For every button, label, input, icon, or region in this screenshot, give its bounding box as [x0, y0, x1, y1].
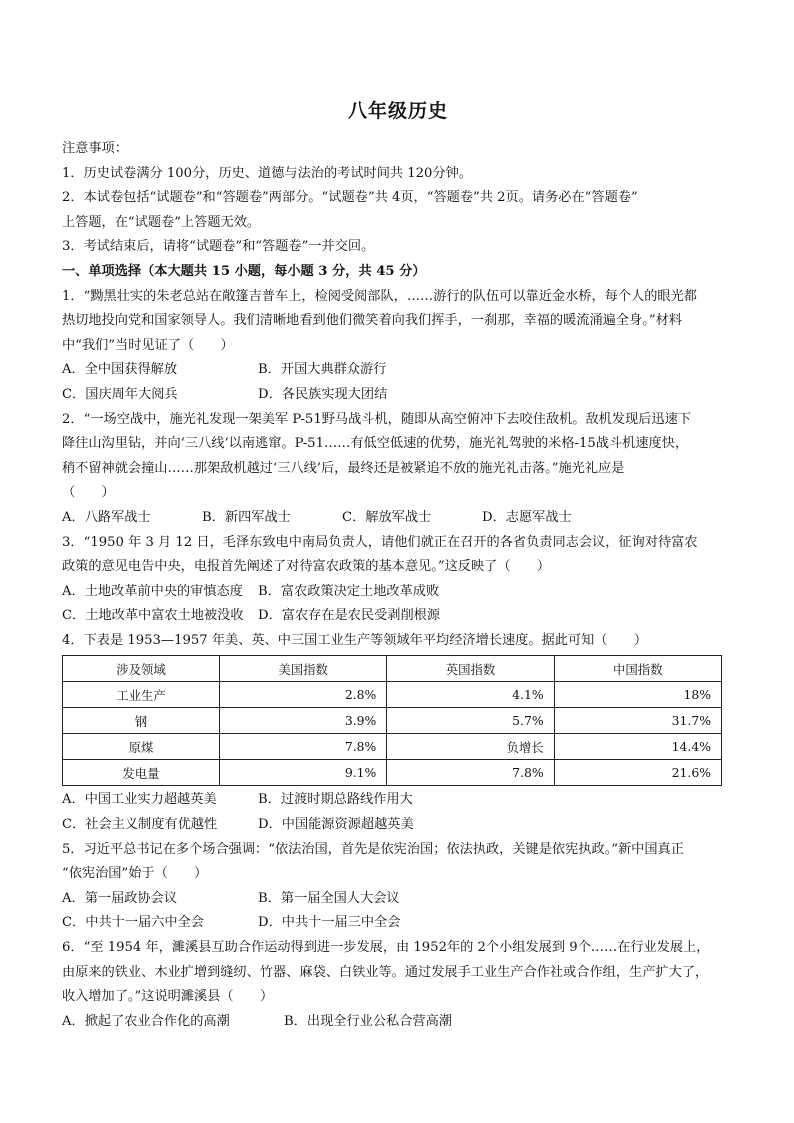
option-a[interactable]: A．土地改革前中央的审慎态度: [62, 583, 243, 599]
question-stem: 3．“1950 年 3 月 12 日，毛泽东致电中南局负责人，请他们就正在召开的各省负责同志会议，征询对待富农: [62, 534, 698, 550]
table-cell: 钢: [63, 708, 220, 734]
question-stem: 1．“黝黑壮实的朱老总站在敞篷吉普车上，检阅受阅部队，……游行的队伍可以靠近金水桥，每个人的眼光都: [62, 288, 697, 304]
option-c[interactable]: C．土地改革中富农土地被没收: [62, 608, 244, 624]
table-cell: 7.8%: [387, 760, 554, 786]
options-row: [62, 813, 734, 838]
option-b[interactable]: B．第一届全国人大会议: [258, 890, 400, 906]
options-row: [62, 911, 734, 936]
table-cell: 5.7%: [387, 708, 554, 734]
table-cell: 14.4%: [554, 734, 721, 760]
option-a[interactable]: A．第一届政协会议: [62, 890, 178, 906]
question-stem: （ ）: [62, 485, 115, 501]
option-d[interactable]: D．中共十一届三中全会: [258, 915, 401, 931]
option-a[interactable]: A．全中国获得解放: [62, 362, 178, 378]
section-heading: 一、单项选择（本大题共 15 小题，每小题 3 分，共 45 分）: [62, 263, 426, 279]
question-stem: 5．习近平总书记在多个场合强调：“依法治国，首先是依宪治国；依法执政，关键是依宪执政。”新中国真正: [62, 841, 684, 857]
question-stem: “依宪治国”始于（ ）: [62, 866, 208, 882]
option-b[interactable]: B．开国大典群众游行: [258, 362, 387, 378]
table-header-row: [63, 656, 722, 682]
notice-item: 3．考试结束后，请将“试题卷”和“答题卷”一并交回。: [62, 239, 375, 255]
table-cell: 3.9%: [219, 708, 386, 734]
table-row: [63, 682, 722, 708]
question-stem: 政策的意见电告中央，电报首先阐述了对待富农政策的基本意见。”这反映了（ ）: [62, 559, 551, 575]
question-stem: 热切地投向党和国家领导人。我们清晰地看到他们微笑着向我们挥手，一刹那，幸福的暖流涌遍全身。”材料: [62, 313, 682, 329]
option-d[interactable]: D．富农存在是农民受剥削根源: [258, 608, 441, 624]
options-row: [62, 887, 734, 912]
option-d[interactable]: D．志愿军战士: [482, 509, 572, 525]
options-row: [62, 604, 734, 629]
option-c[interactable]: C．社会主义制度有优越性: [62, 817, 218, 833]
table-row: [63, 734, 722, 760]
table-header: 涉及领域: [63, 656, 220, 682]
option-d[interactable]: D．各民族实现大团结: [258, 386, 388, 402]
option-c[interactable]: C．中共十一届六中全会: [62, 915, 204, 931]
question-stem: 稍不留神就会撞山……那架敌机越过‘三八线’后，最终还是被紧追不放的施光礼击落。”施光礼应是: [62, 460, 625, 476]
question-6: [62, 936, 734, 1034]
question-stem: 4．下表是 1953—1957 年美、英、中三国工业生产等领域年平均经济增长速度。据此可知（ ）: [62, 632, 648, 648]
question-stem: 2．“一场空战中，施光礼发现一架美军 P-51野马战斗机，随即从高空俯冲下去咬住敌机。敌机发现后迅速下: [62, 411, 691, 427]
question-stem: 中“我们”当时见证了（ ）: [62, 337, 234, 353]
options-row: [62, 580, 734, 605]
table-cell: 18%: [554, 682, 721, 708]
table-cell: 工业生产: [63, 682, 220, 708]
table-row: [63, 708, 722, 734]
table-cell: 7.8%: [219, 734, 386, 760]
options-row: [62, 358, 734, 383]
notice-item: 上答题，在“试题卷”上答题无效。: [62, 214, 261, 230]
notice-heading: 注意事项：: [62, 141, 128, 156]
table-cell: 2.8%: [219, 682, 386, 708]
table-cell: 原煤: [63, 734, 220, 760]
notice-section: [62, 137, 734, 260]
option-a[interactable]: A．中国工业实力超越英美: [62, 792, 217, 808]
question-1: [62, 285, 734, 408]
question-stem: 6．“至 1954 年，濉溪县互助合作运动得到进一步发展，由 1952年的 2个小组发展到 9个……在行业发展上，: [62, 940, 710, 956]
question-stem: 降往山沟里钻，并向‘三八线’以南逃窜。P-51……有低空低速的优势，施光礼驾驶的米格-15战斗机速度快，: [62, 436, 689, 452]
table-header: 美国指数: [219, 656, 386, 682]
option-b[interactable]: B．过渡时期总路线作用大: [258, 792, 413, 808]
option-a[interactable]: A．掀起了农业合作化的高潮: [62, 1013, 230, 1029]
option-b[interactable]: B．富农政策决定土地改革成败: [258, 583, 440, 599]
question-stem: 收入增加了。”这说明濉溪县（ ）: [62, 989, 274, 1005]
options-row: [62, 383, 734, 408]
question-4: [62, 629, 734, 838]
option-a[interactable]: A．八路军战士: [62, 509, 151, 525]
notice-item: 2．本试卷包括“试题卷”和“答题卷”两部分。“试题卷”共 4页，“答题卷”共 2页。请务必在“答题卷”: [62, 190, 638, 206]
table-cell: 31.7%: [554, 708, 721, 734]
table-cell: 4.1%: [387, 682, 554, 708]
table-cell: 21.6%: [554, 760, 721, 786]
table-row: [63, 760, 722, 786]
table-cell: 发电量: [63, 760, 220, 786]
option-c[interactable]: C．国庆周年大阅兵: [62, 386, 178, 402]
notice-item: 1．历史试卷满分 100分，历史、道德与法治的考试时间共 120分钟。: [62, 165, 472, 181]
options-row: [62, 506, 734, 531]
question-3: [62, 531, 734, 629]
table-header: 中国指数: [554, 656, 721, 682]
question-2: [62, 408, 734, 531]
options-row: [62, 1010, 734, 1035]
table-cell: 负增长: [387, 734, 554, 760]
option-b[interactable]: B．出现全行业公私合营高潮: [284, 1013, 452, 1029]
growth-table: [62, 655, 722, 786]
question-stem: 由原来的铁业、木业扩增到缝纫、竹器、麻袋、白铁业等。通过发展手工业生产合作社或合作组，生产扩大了，: [62, 964, 709, 980]
question-5: [62, 838, 734, 936]
option-c[interactable]: C．解放军战士: [342, 509, 432, 525]
option-b[interactable]: B．新四军战士: [202, 509, 291, 525]
option-d[interactable]: D．中国能源资源超越英美: [258, 817, 414, 833]
table-cell: 9.1%: [219, 760, 386, 786]
options-row: [62, 788, 734, 813]
page-title: 八年级历史: [347, 100, 448, 122]
exam-page: [62, 96, 734, 1034]
table-header: 英国指数: [387, 656, 554, 682]
